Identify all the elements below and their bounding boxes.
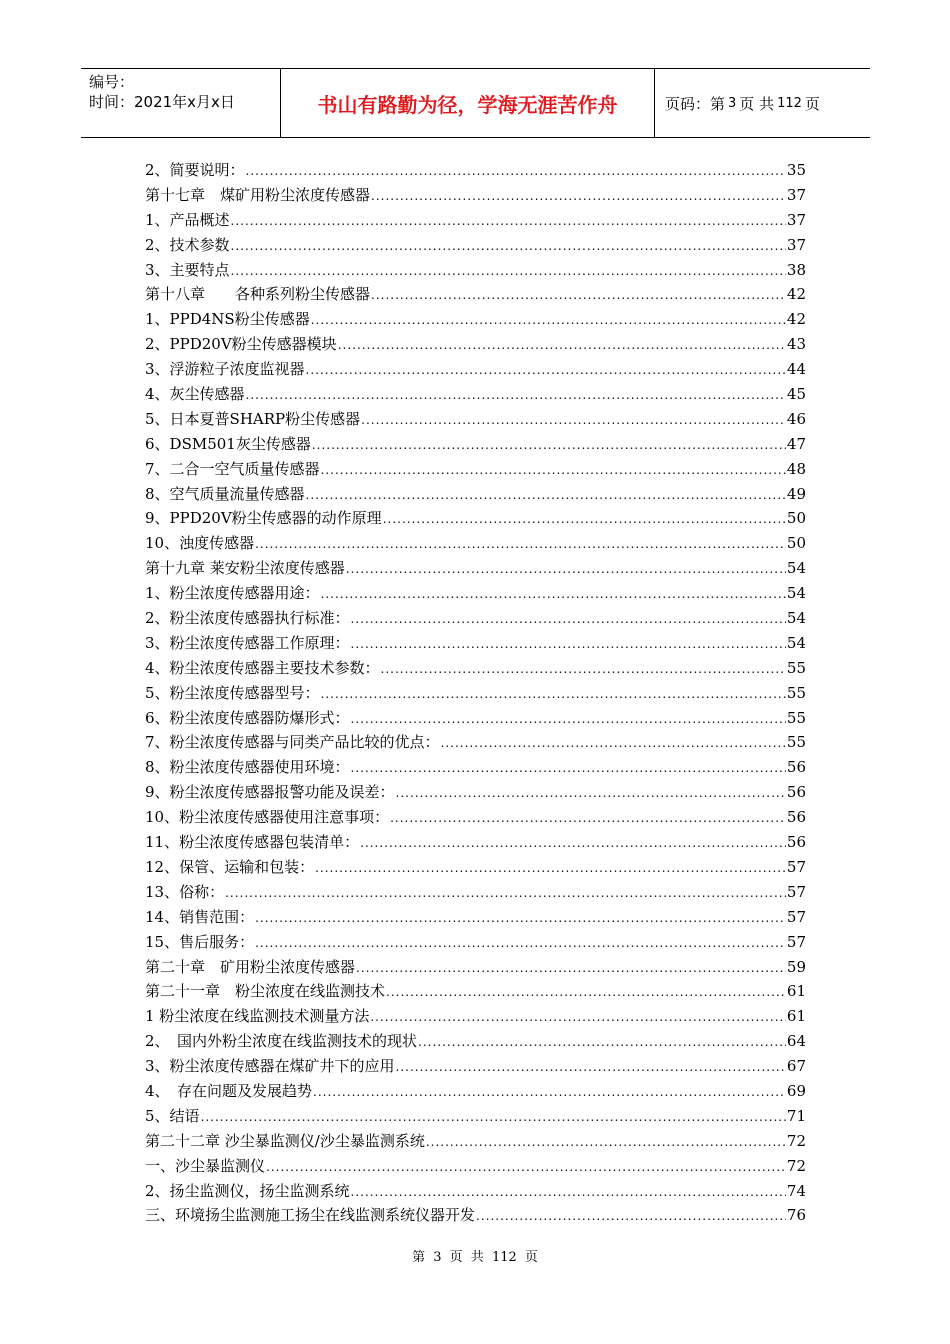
- toc-dot-leader: [255, 532, 786, 557]
- toc-entry[interactable]: [145, 979, 806, 1004]
- toc-entry-title: 8、粉尘浓度传感器使用环境：: [145, 758, 350, 777]
- page-current: 3: [728, 95, 737, 111]
- toc-entry-page: 76: [786, 1206, 806, 1225]
- toc-entry-page: 61: [786, 1007, 806, 1026]
- toc-dot-leader: [396, 1055, 786, 1080]
- toc-dot-leader: [321, 682, 786, 707]
- toc-dot-leader: [231, 209, 786, 234]
- toc-entry-title: 6、粉尘浓度传感器防爆形式：: [145, 708, 350, 727]
- toc-entry[interactable]: [145, 581, 806, 606]
- toc-entry-page: 37: [786, 210, 806, 229]
- toc-dot-leader: [321, 582, 786, 607]
- toc-entry-title: 7、粉尘浓度传感器与同类产品比较的优点：: [145, 733, 440, 752]
- toc-entry-page: 47: [786, 434, 806, 453]
- toc-dot-leader: [255, 931, 786, 956]
- toc-entry-page: 56: [786, 808, 806, 827]
- toc-entry-title: 4、 存在问题及发展趋势: [145, 1081, 313, 1100]
- toc-entry[interactable]: [145, 506, 806, 531]
- toc-entry-title: 4、粉尘浓度传感器主要技术参数：: [145, 658, 380, 677]
- toc-dot-leader: [390, 806, 786, 831]
- toc-entry[interactable]: [145, 208, 806, 233]
- toc-entry-page: 56: [786, 833, 806, 852]
- toc-entry-title: 2、PPD20V粉尘传感器模块: [145, 335, 337, 354]
- toc-entry-page: 43: [786, 335, 806, 354]
- toc-entry-title: 2、 国内外粉尘浓度在线监测技术的现状: [145, 1032, 418, 1051]
- toc-dot-leader: [231, 234, 786, 259]
- toc-entry-title: 9、PPD20V粉尘传感器的动作原理: [145, 509, 382, 528]
- table-of-contents: [145, 158, 806, 1228]
- toc-entry[interactable]: [145, 681, 806, 706]
- toc-entry[interactable]: [145, 1154, 806, 1179]
- toc-entry[interactable]: [145, 183, 806, 208]
- toc-entry[interactable]: [145, 631, 806, 656]
- toc-entry-page: 35: [786, 161, 806, 179]
- toc-entry-title: 2、扬尘监测仪，扬尘监测系统: [145, 1181, 350, 1200]
- toc-entry-page: 37: [786, 235, 806, 254]
- toc-entry-title: 第十七章 煤矿用粉尘浓度传感器: [145, 185, 371, 204]
- toc-entry[interactable]: [145, 755, 806, 780]
- toc-entry-title: 13、俗称：: [145, 882, 225, 901]
- toc-entry[interactable]: [145, 656, 806, 681]
- toc-dot-leader: [360, 831, 786, 856]
- toc-entry[interactable]: [145, 233, 806, 258]
- toc-entry[interactable]: [145, 880, 806, 905]
- toc-entry[interactable]: [145, 1104, 806, 1129]
- toc-dot-leader: [231, 259, 786, 284]
- page-suffix: 页: [804, 94, 820, 113]
- toc-dot-leader: [306, 483, 786, 508]
- number-label: 编号：: [89, 73, 135, 91]
- toc-entry[interactable]: [145, 1079, 806, 1104]
- toc-dot-leader: [396, 781, 786, 806]
- toc-entry-page: 57: [786, 907, 806, 926]
- toc-entry-page: 48: [786, 459, 806, 478]
- toc-dot-leader: [351, 756, 786, 781]
- toc-entry-title: 6、DSM501灰尘传感器: [145, 434, 311, 453]
- header-page-info: [655, 69, 870, 137]
- toc-dot-leader: [386, 980, 786, 1005]
- toc-entry-page: 61: [786, 982, 806, 1001]
- toc-entry-title: 三、环境扬尘监测施工扬尘在线监测系统仪器开发: [145, 1206, 476, 1225]
- toc-dot-leader: [346, 557, 786, 582]
- toc-entry-title: 4、灰尘传感器: [145, 385, 245, 404]
- toc-entry-page: 71: [786, 1106, 806, 1125]
- toc-entry-page: 67: [786, 1057, 806, 1076]
- toc-entry[interactable]: [145, 1029, 806, 1054]
- toc-entry-title: 1、产品概述: [145, 210, 230, 229]
- toc-entry-title: 1、粉尘浓度传感器用途：: [145, 584, 320, 603]
- toc-dot-leader: [476, 1204, 786, 1229]
- toc-entry-title: 5、结语: [145, 1106, 200, 1125]
- toc-entry-page: 74: [786, 1181, 806, 1200]
- toc-entry[interactable]: [145, 482, 806, 507]
- toc-entry[interactable]: [145, 1054, 806, 1079]
- toc-entry-page: 50: [786, 509, 806, 528]
- toc-dot-leader: [351, 632, 786, 657]
- toc-entry[interactable]: [145, 606, 806, 631]
- footer-current: 3: [433, 1250, 442, 1265]
- toc-entry[interactable]: [145, 357, 806, 382]
- page-total: 112: [777, 95, 802, 111]
- toc-entry[interactable]: [145, 531, 806, 556]
- toc-entry-page: 44: [786, 360, 806, 379]
- page-footer: [0, 1246, 950, 1265]
- footer-mid1: 页: [449, 1250, 463, 1265]
- toc-dot-leader: [361, 408, 786, 433]
- toc-dot-leader: [381, 657, 786, 682]
- toc-entry-title: 第二十章 矿用粉尘浓度传感器: [145, 957, 356, 976]
- toc-entry-page: 56: [786, 783, 806, 802]
- toc-entry[interactable]: [145, 905, 806, 930]
- toc-dot-leader: [356, 956, 786, 981]
- footer-mid2: 共: [470, 1250, 484, 1265]
- toc-entry-title: 第二十二章 沙尘暴监测仪/沙尘暴监测系统: [145, 1131, 425, 1150]
- toc-entry-title: 1 粉尘浓度在线监测技术测量方法: [145, 1007, 370, 1026]
- toc-dot-leader: [351, 1180, 786, 1205]
- toc-entry-page: 55: [786, 708, 806, 727]
- toc-dot-leader: [351, 707, 786, 732]
- toc-dot-leader: [266, 1155, 786, 1180]
- toc-entry[interactable]: [145, 457, 806, 482]
- toc-entry-page: 72: [786, 1156, 806, 1175]
- toc-dot-leader: [246, 159, 786, 184]
- toc-entry-page: 69: [786, 1081, 806, 1100]
- toc-entry-page: 55: [786, 733, 806, 752]
- toc-entry-page: 56: [786, 758, 806, 777]
- toc-entry[interactable]: [145, 258, 806, 283]
- toc-entry[interactable]: [145, 1203, 806, 1228]
- toc-dot-leader: [426, 1130, 786, 1155]
- toc-entry[interactable]: [145, 805, 806, 830]
- toc-entry-page: 49: [786, 484, 806, 503]
- toc-entry-title: 2、粉尘浓度传感器执行标准：: [145, 609, 350, 628]
- toc-entry-page: 54: [786, 633, 806, 652]
- toc-entry[interactable]: [145, 955, 806, 980]
- toc-dot-leader: [246, 383, 786, 408]
- toc-dot-leader: [313, 1080, 786, 1105]
- toc-entry[interactable]: [145, 830, 806, 855]
- toc-dot-leader: [225, 881, 786, 906]
- toc-entry[interactable]: [145, 382, 806, 407]
- toc-entry-page: 57: [786, 932, 806, 951]
- toc-entry[interactable]: [145, 1129, 806, 1154]
- toc-entry-title: 12、保管、运输和包装：: [145, 857, 315, 876]
- toc-entry-title: 11、粉尘浓度传感器包装清单：: [145, 833, 360, 852]
- toc-dot-leader: [383, 507, 786, 532]
- toc-dot-leader: [321, 458, 786, 483]
- toc-entry-page: 55: [786, 658, 806, 677]
- toc-entry-title: 一、沙尘暴监测仪: [145, 1156, 266, 1175]
- toc-entry-title: 10、浊度传感器: [145, 534, 255, 553]
- toc-entry-title: 14、销售范围：: [145, 907, 255, 926]
- toc-dot-leader: [371, 184, 786, 209]
- footer-total: 112: [491, 1250, 517, 1265]
- toc-dot-leader: [255, 906, 786, 931]
- toc-entry-title: 2、简要说明：: [145, 161, 245, 179]
- toc-entry[interactable]: [145, 432, 806, 457]
- toc-entry-page: 64: [786, 1032, 806, 1051]
- footer-prefix: 第: [412, 1250, 426, 1265]
- header-motto: 书山有路勤为径，学海无涯苦作舟: [281, 69, 655, 137]
- toc-entry[interactable]: [145, 556, 806, 581]
- toc-entry[interactable]: [145, 1179, 806, 1204]
- toc-entry-title: 9、粉尘浓度传感器报警功能及误差：: [145, 783, 395, 802]
- toc-dot-leader: [338, 333, 786, 358]
- toc-entry[interactable]: [145, 706, 806, 731]
- toc-entry-title: 1、PPD4NS粉尘传感器: [145, 310, 310, 329]
- toc-entry-title: 3、浮游粒子浓度监视器: [145, 360, 305, 379]
- toc-entry-page: 72: [786, 1131, 806, 1150]
- toc-dot-leader: [306, 358, 786, 383]
- toc-entry-title: 3、粉尘浓度传感器工作原理：: [145, 633, 350, 652]
- toc-entry-page: 37: [786, 185, 806, 204]
- toc-dot-leader: [351, 607, 786, 632]
- page-header: [81, 68, 870, 138]
- footer-suffix: 页: [524, 1250, 538, 1265]
- toc-entry-page: 57: [786, 857, 806, 876]
- toc-entry-title: 2、技术参数: [145, 235, 230, 254]
- toc-entry-page: 59: [786, 957, 806, 976]
- toc-entry-page: 42: [786, 285, 806, 304]
- toc-entry-title: 8、空气质量流量传感器: [145, 484, 305, 503]
- toc-entry[interactable]: [145, 407, 806, 432]
- page-mid: 页 共: [739, 94, 775, 113]
- toc-entry-title: 5、粉尘浓度传感器型号：: [145, 683, 320, 702]
- toc-entry-title: 第十九章 莱安粉尘浓度传感器: [145, 559, 345, 578]
- toc-entry-page: 55: [786, 683, 806, 702]
- time-label: 时间：2021年x月x日: [89, 93, 235, 111]
- toc-entry-title: 第十八章 各种系列粉尘传感器: [145, 285, 371, 304]
- toc-entry[interactable]: [145, 730, 806, 755]
- toc-dot-leader: [311, 308, 786, 333]
- toc-entry[interactable]: [145, 1004, 806, 1029]
- toc-entry-title: 10、粉尘浓度传感器使用注意事项：: [145, 808, 390, 827]
- toc-entry-title: 7、二合一空气质量传感器: [145, 459, 320, 478]
- toc-entry[interactable]: [145, 307, 806, 332]
- toc-dot-leader: [201, 1105, 786, 1130]
- toc-dot-leader: [315, 856, 786, 881]
- toc-entry-page: 50: [786, 534, 806, 553]
- toc-dot-leader: [441, 731, 786, 756]
- toc-entry[interactable]: [145, 930, 806, 955]
- toc-entry-page: 57: [786, 882, 806, 901]
- toc-entry-title: 3、粉尘浓度传感器在煤矿井下的应用: [145, 1057, 395, 1076]
- page-prefix: 页码：第: [665, 94, 726, 113]
- header-meta: [81, 69, 281, 137]
- toc-entry-title: 15、售后服务：: [145, 932, 255, 951]
- toc-entry[interactable]: [145, 855, 806, 880]
- toc-dot-leader: [371, 283, 786, 308]
- toc-entry-title: 5、日本夏普SHARP粉尘传感器: [145, 409, 361, 428]
- toc-entry-page: 46: [786, 409, 806, 428]
- toc-dot-leader: [370, 1005, 786, 1030]
- toc-entry-page: 45: [786, 385, 806, 404]
- toc-dot-leader: [312, 433, 786, 458]
- toc-entry-page: 54: [786, 559, 806, 578]
- toc-entry[interactable]: [145, 780, 806, 805]
- toc-entry[interactable]: [145, 158, 806, 183]
- toc-entry[interactable]: [145, 332, 806, 357]
- toc-entry-page: 54: [786, 584, 806, 603]
- toc-entry[interactable]: [145, 282, 806, 307]
- toc-dot-leader: [418, 1030, 786, 1055]
- toc-entry-title: 3、主要特点: [145, 260, 230, 279]
- toc-entry-title: 第二十一章 粉尘浓度在线监测技术: [145, 982, 386, 1001]
- toc-entry-page: 38: [786, 260, 806, 279]
- toc-entry-page: 42: [786, 310, 806, 329]
- toc-entry-page: 54: [786, 609, 806, 628]
